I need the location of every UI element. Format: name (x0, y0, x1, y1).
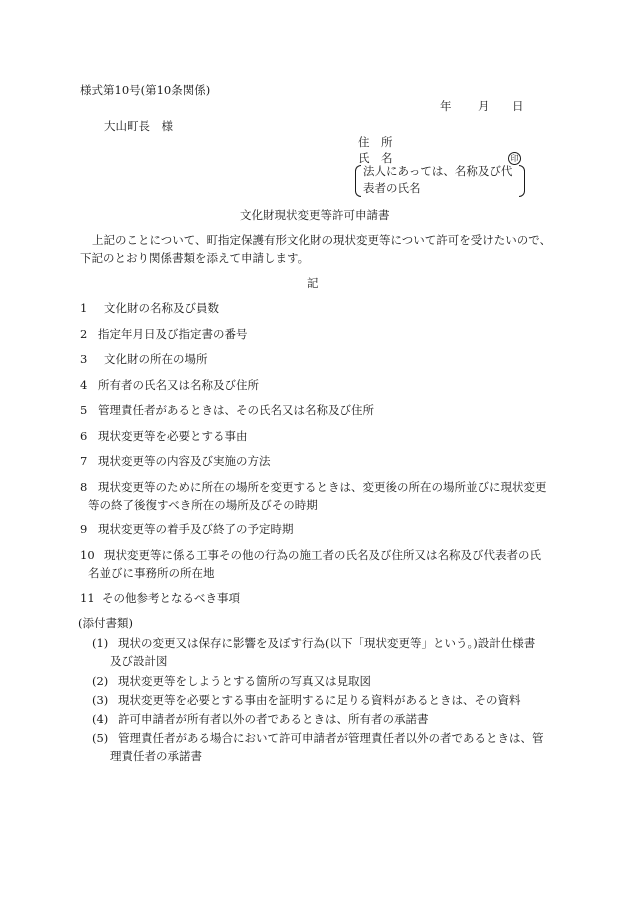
item-text: 管理責任者があるときは、その氏名又は名称及び住所 (98, 403, 374, 417)
list-item (80, 351, 550, 369)
name-label: 氏 名 (358, 151, 393, 165)
attachment-text-continued: 理責任者の承諾書 (110, 748, 202, 763)
applicant-note-text (363, 163, 525, 198)
attachment-text: 現状変更等をしようとする箇所の写真又は見取図 (118, 674, 371, 688)
intro-line1: 上記のことについて、町指定保護有形文化財の現状変更等について許可を受けたいので、 (92, 233, 552, 247)
item-number: 1 (80, 301, 88, 315)
list-item (80, 547, 550, 583)
document-title: 文化財現状変更等許可申請書 (240, 208, 390, 222)
item-text-continued: 名並びに事務所の所在地 (88, 565, 215, 580)
item-text: 現状変更等を必要とする事由 (98, 429, 248, 443)
attachment-number: (3) (92, 693, 109, 707)
seal-icon: 印 (508, 152, 521, 165)
item-number: 11 (80, 591, 95, 605)
item-number: 7 (80, 454, 88, 468)
item-number: 9 (80, 522, 88, 536)
list-item (80, 590, 550, 608)
attachment-text-continued: 及び設計図 (110, 653, 168, 668)
intro-line2: 下記のとおり関係書類を添えて申請します。 (80, 251, 310, 265)
list-item (80, 326, 550, 344)
item-number: 4 (80, 378, 88, 392)
applicant-note (355, 165, 525, 197)
item-text: 現状変更等の着手及び終了の予定時期 (98, 522, 294, 536)
item-text: 現状変更等に係る工事その他の行為の施工者の氏名及び住所又は名称及び代表者の氏 (104, 548, 541, 562)
attachment-item (92, 673, 552, 691)
attachment-item (92, 635, 552, 671)
item-number: 6 (80, 429, 88, 443)
item-number: 3 (80, 352, 88, 366)
item-text: 文化財の名称及び員数 (104, 301, 219, 315)
attachment-text: 管理責任者がある場合において許可申請者が管理責任者以外の者であるときは、管 (118, 731, 544, 745)
attachment-item (92, 711, 552, 729)
item-text: その他参考となるべき事項 (102, 591, 240, 605)
applicant-note-line2: 表者の氏名 (363, 181, 421, 196)
attachment-number: (5) (92, 731, 109, 745)
list-item (80, 377, 550, 395)
item-text: 所有者の氏名又は名称及び住所 (98, 378, 259, 392)
left-paren-icon (355, 165, 361, 197)
list-item (80, 479, 550, 515)
item-text: 指定年月日及び指定書の番号 (98, 327, 248, 341)
address-label: 住 所 (358, 135, 393, 149)
list-item (80, 521, 550, 539)
right-paren-icon (519, 165, 525, 197)
ki-heading: 記 (307, 276, 319, 290)
attachment-number: (2) (92, 674, 109, 688)
list-item (80, 402, 550, 420)
item-number: 8 (80, 480, 88, 494)
attachment-text: 許可申請者が所有者以外の者であるときは、所有者の承諾書 (118, 712, 429, 726)
attachment-number: (4) (92, 712, 109, 726)
list-item (80, 428, 550, 446)
item-text: 現状変更等のために所在の場所を変更するときは、変更後の所在の場所並びに現状変更 (98, 480, 547, 494)
form-number-label: 様式第10号(第10条関係) (80, 83, 211, 97)
item-text: 現状変更等の内容及び実施の方法 (98, 454, 271, 468)
item-number: 5 (80, 403, 88, 417)
attachment-item (92, 692, 552, 710)
attachment-item (92, 730, 552, 766)
attachment-text: 現状の変更又は保存に影響を及ぼす行為(以下「現状変更等」という。)設計仕様書 (118, 636, 536, 650)
addressee: 大山町長 様 (104, 119, 173, 133)
list-item (80, 453, 550, 471)
date-day-label: 日 (512, 99, 524, 113)
item-text-continued: 等の終了後復すべき所在の場所及びその時期 (88, 497, 318, 512)
applicant-note-line1: 法人にあっては、名称及び代 (363, 164, 513, 178)
attachment-text: 現状変更等を必要とする事由を証明するに足りる資料があるときは、その資料 (118, 693, 521, 707)
item-number: 10 (80, 548, 95, 562)
item-text: 文化財の所在の場所 (104, 352, 208, 366)
attachment-number: (1) (92, 636, 109, 650)
list-item (80, 300, 550, 318)
date-month-label: 月 (478, 99, 490, 113)
attachments-header: (添付書類) (78, 616, 133, 630)
item-number: 2 (80, 327, 88, 341)
date-year-label: 年 (440, 99, 452, 113)
